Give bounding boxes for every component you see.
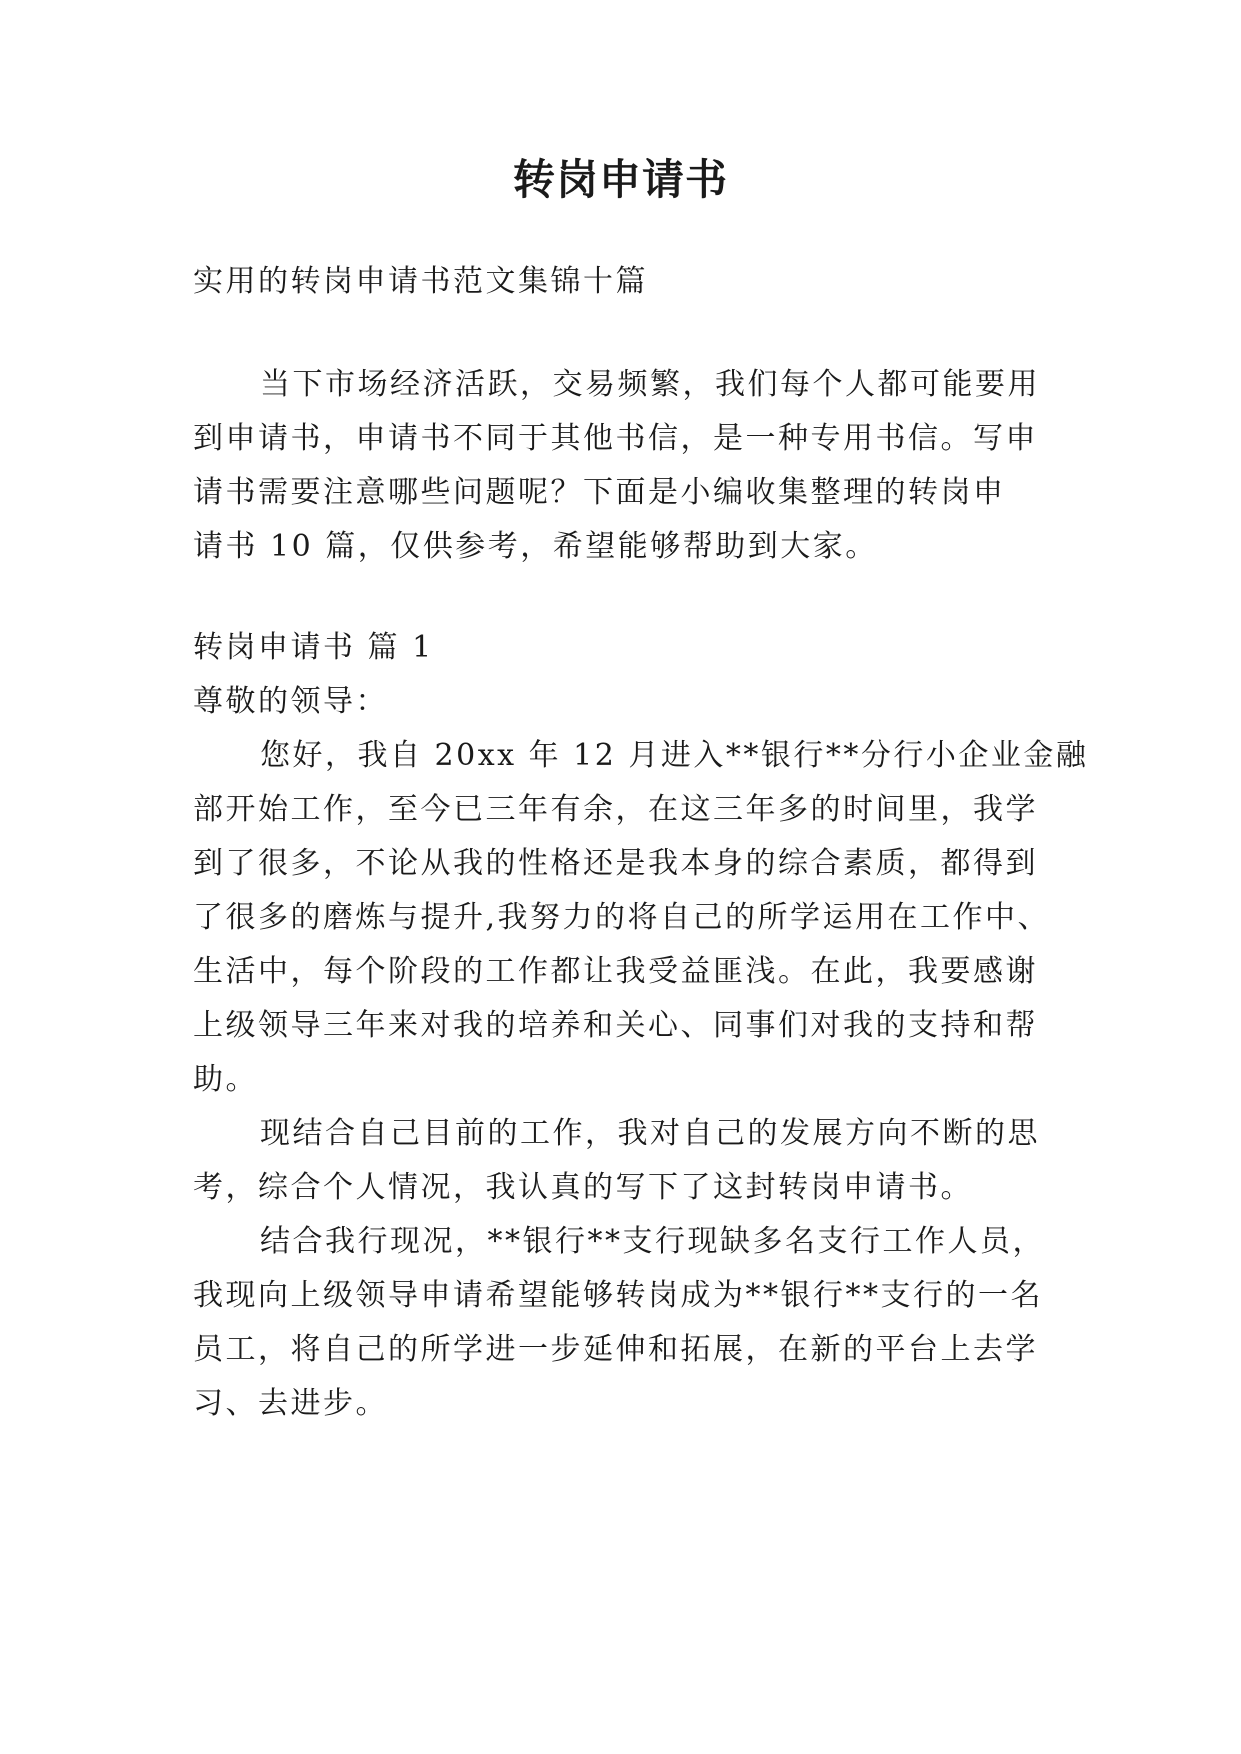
- paragraph-line: 习、去进步。: [193, 1386, 388, 1421]
- paragraph-line: 生活中，每个阶段的工作都让我受益匪浅。在此，我要感谢: [193, 954, 1038, 989]
- paragraph-line: 您好，我自 20xx 年 12 月进入**银行**分行小企业金融: [260, 738, 1089, 773]
- intro-line: 请书需要注意哪些问题呢？下面是小编收集整理的转岗申: [193, 475, 1006, 510]
- document-title: 转岗申请书: [512, 155, 728, 204]
- section-heading: 转岗申请书 篇 1: [193, 630, 434, 665]
- paragraph-line: 上级领导三年来对我的培养和关心、同事们对我的支持和帮: [193, 1008, 1038, 1043]
- paragraph-line: 到了很多，不论从我的性格还是我本身的综合素质，都得到: [193, 846, 1038, 881]
- paragraph-line: 了很多的磨炼与提升,我努力的将自己的所学运用在工作中、: [193, 900, 1051, 935]
- intro-line: 请书 10 篇，仅供参考，希望能够帮助到大家。: [193, 529, 878, 564]
- paragraph-line: 考，综合个人情况，我认真的写下了这封转岗申请书。: [193, 1170, 973, 1205]
- paragraph-line: 结合我行现况，**银行**支行现缺多名支行工作人员，: [260, 1224, 1045, 1259]
- document-subtitle: 实用的转岗申请书范文集锦十篇: [193, 264, 648, 299]
- intro-line: 当下市场经济活跃，交易频繁，我们每个人都可能要用: [260, 367, 1040, 402]
- paragraph-line: 现结合自己目前的工作，我对自己的发展方向不断的思: [260, 1116, 1040, 1151]
- intro-line: 到申请书，申请书不同于其他书信，是一种专用书信。写申: [193, 421, 1038, 456]
- paragraph-line: 员工，将自己的所学进一步延伸和拓展，在新的平台上去学: [193, 1332, 1038, 1367]
- paragraph-line: 助。: [193, 1062, 258, 1097]
- salutation: 尊敬的领导：: [193, 684, 388, 719]
- paragraph-line: 部开始工作，至今已三年有余，在这三年多的时间里，我学: [193, 792, 1038, 827]
- paragraph-line: 我现向上级领导申请希望能够转岗成为**银行**支行的一名: [193, 1278, 1043, 1313]
